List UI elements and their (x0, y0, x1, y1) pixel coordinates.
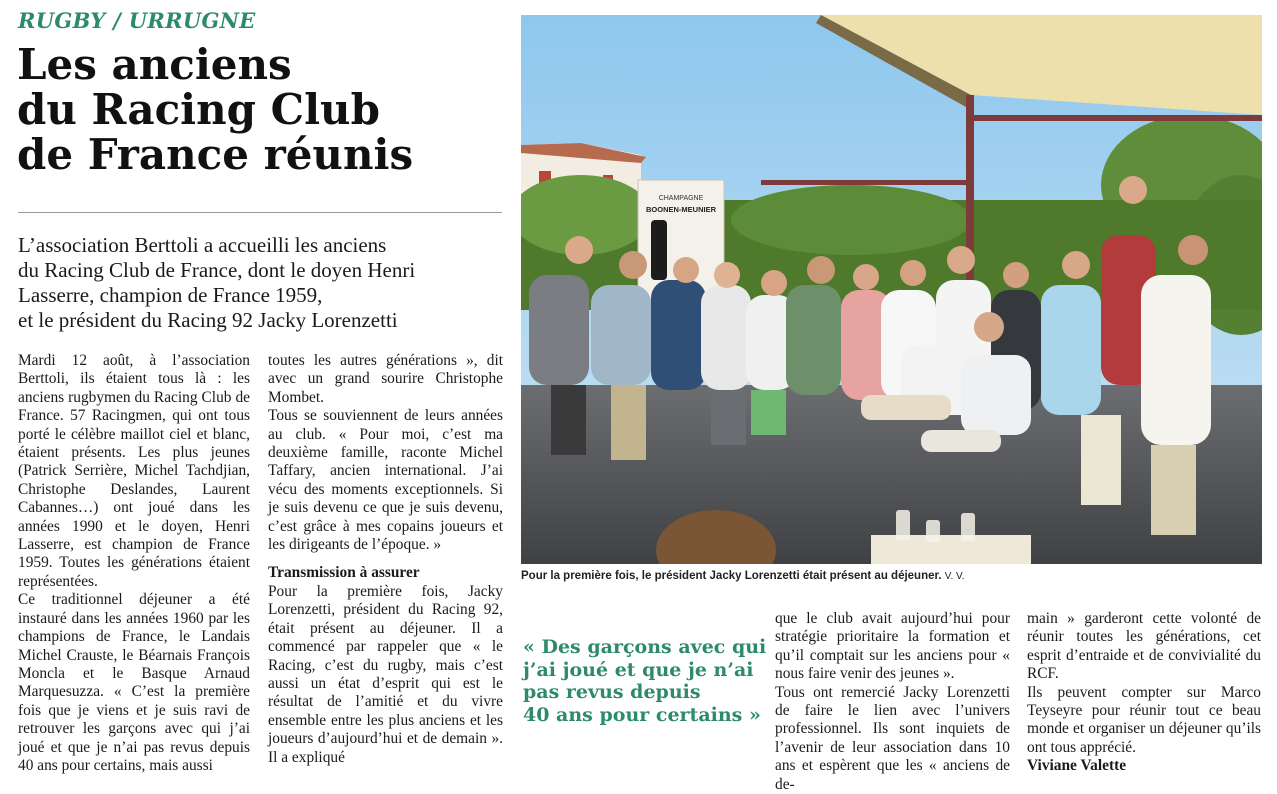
body-paragraph: Mardi 12 août, à l’association Berttoli, ils étaient tous là : les anciens rugbymen du Racing Club de France. 57 Racingmen, qui ont tous porté le célèbre maillot ciel et blanc, étaient présents. Les plus jeunes (Patrick Serrière, Michel Tachdjian, Christophe Deslandes, Laurent Cabannes…) ont joué dans les années 1990 et le doyen, Henri Lasserre, est champion de France 1959. Toutes les générations étaient représentées. (18, 352, 250, 590)
lead-line: L’association Berttoli a accueilli les anciens (18, 233, 387, 257)
headline-line: Les anciens (17, 40, 292, 89)
group-photo-illustration (521, 15, 1262, 564)
body-column-2 (268, 352, 503, 767)
body-paragraph: toutes les autres générations », dit avec un grand sourire Christophe Mombet. (268, 352, 503, 406)
article-headline (17, 42, 507, 177)
body-column-1 (18, 352, 250, 775)
photo-credit: V. V. (944, 571, 965, 582)
pull-quote-line: pas revus depuis (523, 681, 701, 703)
sign-text: CHAMPAGNE (658, 195, 704, 202)
lead-line: et le président du Racing 92 Jacky Lorenzetti (18, 308, 398, 332)
body-paragraph: Tous ont remercié Jacky Lorenzetti de faire le lien avec l’univers professionnel. Ils sont inquiets de l’avenir de leur association dans 10 ans et espèrent que les « anciens de de- (775, 683, 1010, 793)
pull-quote-line: j’ai joué et que je n’ai (523, 658, 754, 681)
section-subhead: Transmission à assurer (268, 564, 420, 582)
headline-divider (18, 212, 502, 213)
article-kicker: RUGBY / URRUGNE (18, 8, 256, 33)
pull-quote (523, 636, 767, 726)
body-paragraph: Tous se souviennent de leurs années au club. « Pour moi, c’est ma deuxième famille, raconte Michel Taffary, ancien international. J’ai vécu des moments exceptionnels. Si je suis devenu ce que je suis devenu, c’est grâce à mes copains joueurs et les dirigeants de l’époque. » (268, 407, 503, 554)
headline-line: du Racing Club (17, 85, 380, 134)
body-paragraph: que le club avait aujourd’hui pour stratégie prioritaire la formation et qu’il comptait sur les anciens pour « nous faire venir des jeunes ». (775, 610, 1010, 683)
body-column-3 (775, 610, 1010, 794)
caption-text: Pour la première fois, le président Jacky Lorenzetti était présent au déjeuner. (521, 570, 942, 582)
pull-quote-line: 40 ans pour certains » (523, 703, 761, 726)
headline-line: de France réunis (17, 130, 414, 179)
photo-caption (521, 570, 1262, 582)
body-paragraph: main » garderont cette volonté de réunir toutes les générations, cet esprit d’entraide et de convivialité du RCF. (1027, 610, 1261, 683)
article-lead (18, 233, 498, 333)
body-paragraph: Pour la première fois, Jacky Lorenzetti, président du Racing 92, était présent au déjeuner. Il a commencé par rappeler que « le Racing, c’est du rugby, mais c’est aussi un état d’esprit qui est le résultat de l’amitié et du vivre ensemble entre les plus anciens et les joueurs d’aujourd’hui et de demain ». Il a expliqué (268, 582, 503, 766)
sign-text: BOONEN-MEUNIER (645, 205, 717, 214)
pull-quote-line: « Des garçons avec qui (523, 636, 767, 658)
body-paragraph: Ils peuvent compter sur Marco Teyseyre pour réunir tout ce beau monde et organiser un déjeuner qu’ils ont tous apprécié. (1027, 683, 1261, 756)
article-photo (521, 15, 1262, 564)
lead-line: du Racing Club de France, dont le doyen Henri (18, 258, 416, 282)
body-paragraph: Ce traditionnel déjeuner a été instauré dans les années 1960 par les champions de France, le Landais Michel Crauste, le Béarnais François Moncla et le Basque Arnaud Marquesuzza. « C’est la première fois que je viens et je suis ravi de retrouver les garçons avec qui j’ai joué et que je n’ai pas revus depuis 40 ans pour certains, mais aussi (18, 591, 250, 774)
author-signature: Viviane Valette (1027, 757, 1127, 775)
lead-line: Lasserre, champion de France 1959, (18, 283, 323, 307)
body-column-4 (1027, 610, 1261, 776)
